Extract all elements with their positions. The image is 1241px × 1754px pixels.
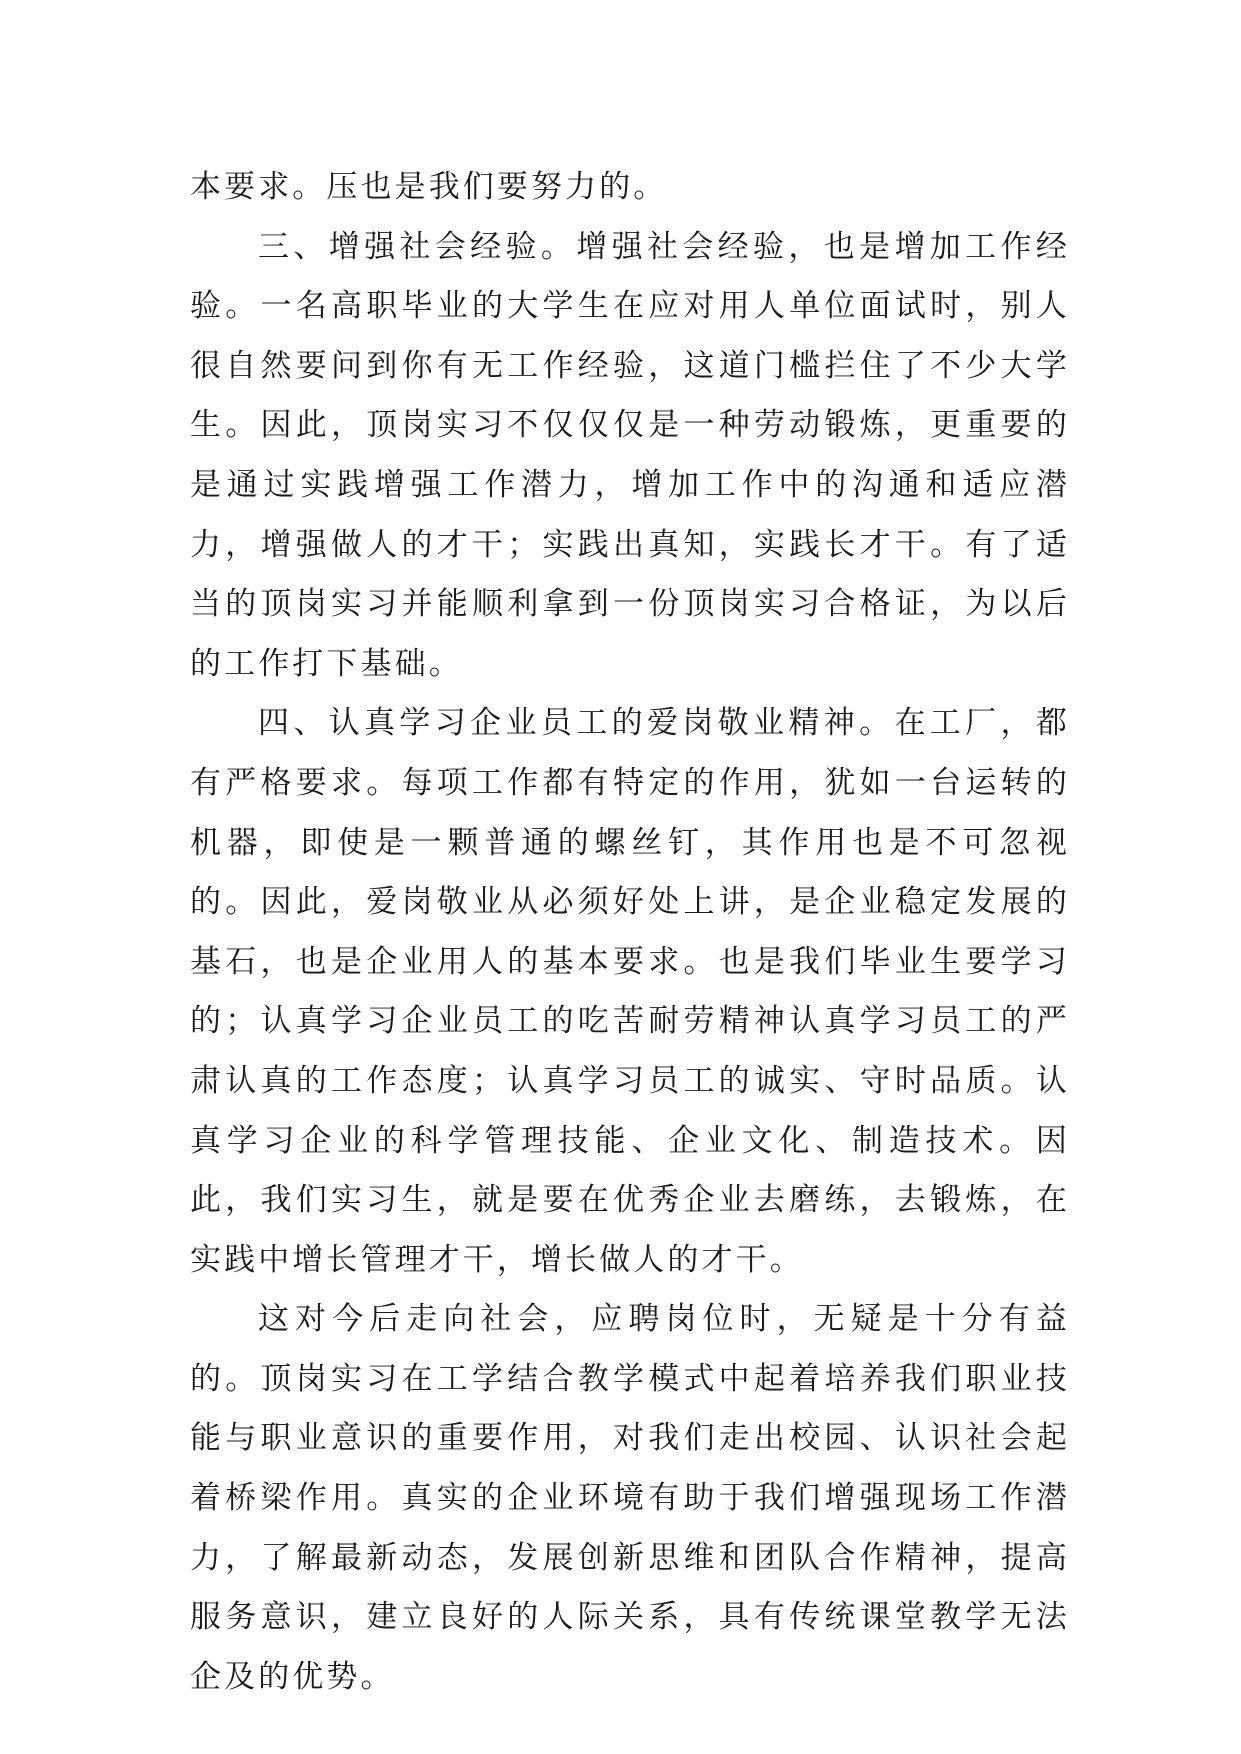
paragraph-continuation: 本要求。压也是我们要努力的。 xyxy=(190,169,668,205)
paragraph-dedication-spirit: 四、认真学习企业员工的爱岗敬业精神。在工厂，都有严格要求。每项工作都有特定的作用，犹如一台运转的机器，即使是一颗普通的螺丝钉，其作用也是不可忽视的。因此，爱岗敬业从必须好处上讲，是企业稳定发展的基石，也是企业用人的基本要求。也是我们毕业生要学习的；认真学习企业员工的吃苦耐劳精神认真学习员工的严肃认真的工作态度；认真学习员工的诚实、守时品质。认真学习企业的科学管理技能、企业文化、制造技术。因此，我们实习生，就是要在优秀企业去磨练，去锻炼，在实践中增长管理才干，增长做人的才干。 xyxy=(190,705,1070,1278)
paragraph-social-experience: 三、增强社会经验。增强社会经验，也是增加工作经验。一名高职毕业的大学生在应对用人单位面试时，别人很自然要问到你有无工作经验，这道门槛拦住了不少大学生。因此，顶岗实习不仅仅仅是一种劳动锻炼，更重要的是通过实践增强工作潜力，增加工作中的沟通和适应潜力，增强做人的才干；实践出真知，实践长才干。有了适当的顶岗实习并能顺利拿到一份顶岗实习合格证，为以后的工作打下基础。 xyxy=(190,228,1070,682)
paragraph-benefits: 这对今后走向社会，应聘岗位时，无疑是十分有益的。顶岗实习在工学结合教学模式中起着培养我们职业技能与职业意识的重要作用，对我们走出校园、认识社会起着桥梁作用。真实的企业环境有助于我们增强现场工作潜力，了解最新动态，发展创新思维和团队合作精神，提高服务意识，建立良好的人际关系，具有传统课堂教学无法企及的优势。 xyxy=(190,1301,1070,1695)
body-text xyxy=(190,158,1070,1707)
